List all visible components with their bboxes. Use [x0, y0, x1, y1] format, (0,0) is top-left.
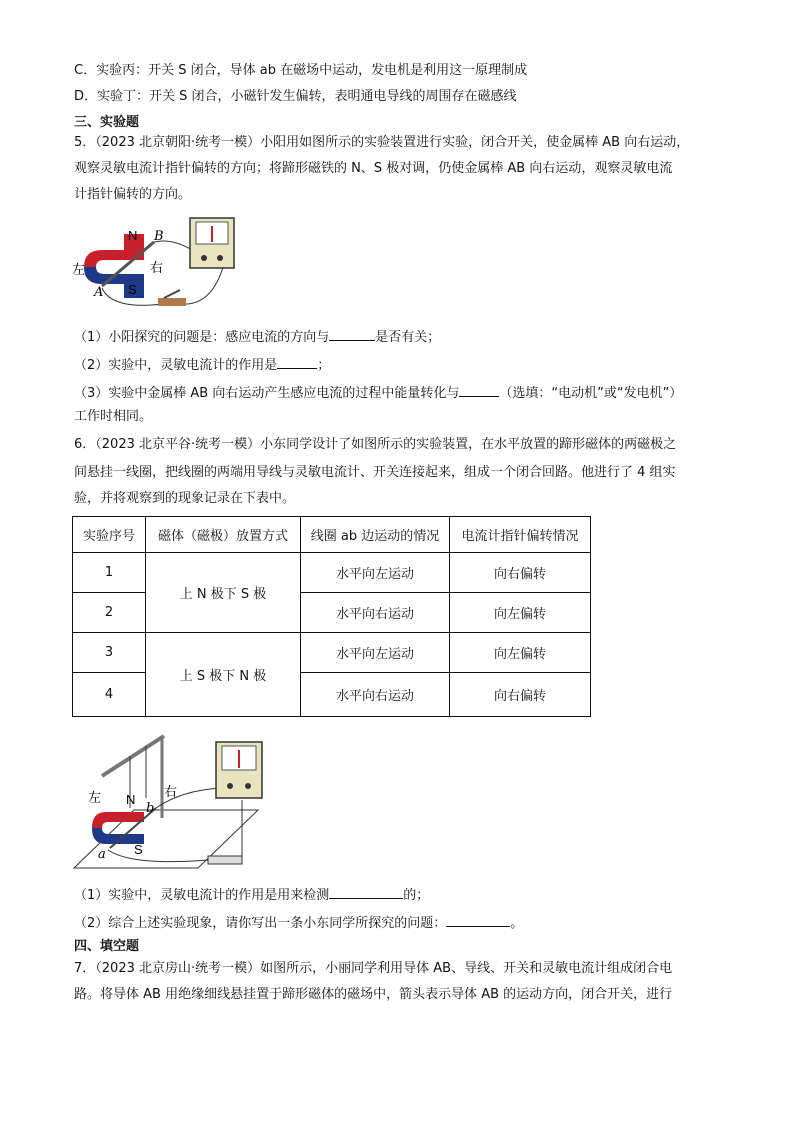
q5-label-right: 右 [150, 261, 164, 276]
q5-switch [158, 298, 186, 306]
table-cell-motion: 水平向左运动 [301, 633, 450, 673]
table-row [73, 633, 591, 673]
table-cell-deflect: 向左偏转 [450, 633, 591, 673]
q6-line-3: 验，并将观察到的现象记录在下表中。 [74, 491, 296, 506]
q5-line-2: 观察灵敏电流计指针偏转的方向；将蹄形磁铁的 N、S 极对调，仍使金属棒 AB 向右运动，观察灵敏电流 [74, 161, 673, 176]
q5-label-s: S [128, 282, 137, 297]
table-cell-deflect: 向左偏转 [450, 593, 591, 633]
q6-apparatus-figure [72, 730, 272, 872]
q7-line-2: 路。将导体 AB 用绝缘细线悬挂置于蹄形磁体的磁场中，箭头表示导体 AB 的运动方向，闭合开关，进行 [74, 987, 673, 1002]
q5-label-n: N [128, 228, 138, 243]
q6-label-right: 右 [164, 785, 178, 800]
table-cell-motion: 水平向右运动 [301, 673, 450, 717]
q6-switch [208, 856, 242, 864]
table-cell-id: 2 [73, 593, 146, 633]
q6-answer-blank-2[interactable] [446, 912, 510, 927]
q5-line-3: 计指针偏转的方向。 [74, 187, 192, 202]
q7-line-1: 7．（2023 北京房山·统考一模）如图所示，小丽同学利用导体 AB、导线、开关和灵敏电流计组成闭合电 [74, 961, 673, 976]
table-cell-id: 3 [73, 633, 146, 673]
q6-results-table [72, 516, 591, 717]
q5-sub-3-cont: 工作时相同。 [74, 409, 153, 424]
option-d: D．实验丁：开关 S 闭合，小磁针发生偏转，表明通电导线的周围存在磁感线 [74, 89, 517, 104]
q5-sub-3: （3）实验中金属棒 AB 向右运动产生感应电流的过程中能量转化与 （选填：“电动机”或“发电机”） [74, 382, 682, 403]
q5-wire-right [182, 264, 224, 304]
table-cell-id: 1 [73, 553, 146, 593]
q5-answer-blank-1[interactable] [329, 326, 375, 341]
table-header-cell: 磁体（磁极）放置方式 [146, 517, 301, 553]
q6-sub-1: （1）实验中，灵敏电流计的作用是用来检测 的； [74, 884, 429, 905]
q5-sub-2: （2）实验中，灵敏电流计的作用是 ； [74, 354, 330, 375]
q5-label-left: 左 [72, 263, 86, 278]
table-cell-deflect: 向右偏转 [450, 673, 591, 717]
q6-label-n: N [126, 792, 136, 807]
q5-apparatus-figure [72, 212, 242, 320]
q6-sub-2: （2）综合上述实验现象，请你写出一条小东同学所探究的问题： 。 [74, 912, 523, 933]
table-cell-motion: 水平向右运动 [301, 593, 450, 633]
q6-label-b: b [146, 801, 155, 816]
option-c: C．实验丙：开关 S 闭合，导体 ab 在磁场中运动，发电机是利用这一原理制成 [74, 63, 528, 78]
q5-magnet-body-lower [84, 267, 124, 284]
table-cell-id: 4 [73, 673, 146, 717]
q6-line-2: 间悬挂一线圈，把线圈的两端用导线与灵敏电流计、开关连接起来，组成一个闭合回路。他进行了 4 组实 [74, 465, 676, 480]
section-experiment-heading: 三、实验题 [74, 115, 140, 130]
q5-label-b: B [154, 229, 164, 244]
q6-label-left: 左 [88, 791, 102, 806]
table-header-row [73, 517, 591, 553]
section-fill-heading: 四、填空题 [74, 939, 140, 954]
table-cell-group: 上 N 极下 S 极 [146, 553, 301, 633]
table-header-cell: 实验序号 [73, 517, 146, 553]
q5-answer-blank-2[interactable] [277, 354, 317, 369]
q6-line-1: 6．（2023 北京平谷·统考一模）小东同学设计了如图所示的实验装置，在水平放置的蹄形磁体的两磁极之 [74, 437, 677, 452]
q6-answer-blank-1[interactable] [329, 884, 403, 899]
q6-stand-bar [102, 736, 164, 776]
q5-label-a: A [94, 285, 104, 300]
table-cell-group: 上 S 极下 N 极 [146, 633, 301, 717]
q6-label-s: S [134, 842, 143, 857]
q5-sub-1: （1）小阳探究的问题是：感应电流的方向与 是否有关； [74, 326, 440, 347]
table-row [73, 553, 591, 593]
q5-line-1: 5．（2023 北京朝阳·统考一模）小阳用如图所示的实验装置进行实验，闭合开关，使金属棒 AB 向右运动， [74, 135, 690, 150]
q5-answer-blank-3[interactable] [459, 382, 499, 397]
table-cell-deflect: 向右偏转 [450, 553, 591, 593]
table-header-cell: 电流计指针偏转情况 [450, 517, 591, 553]
table-header-cell: 线圈 ab 边运动的情况 [301, 517, 450, 553]
q6-label-a: a [98, 847, 106, 862]
table-cell-motion: 水平向左运动 [301, 553, 450, 593]
